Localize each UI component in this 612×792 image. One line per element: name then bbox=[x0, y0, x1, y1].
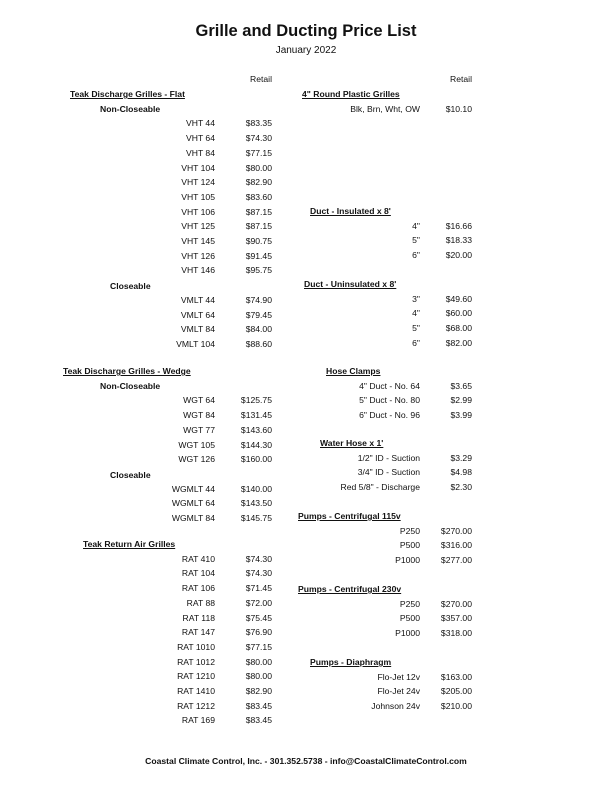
item-price: $82.90 bbox=[245, 177, 272, 188]
section-heading: Pumps - Centrifugal 230v bbox=[298, 584, 402, 594]
item-price: $83.45 bbox=[245, 700, 272, 711]
section-heading: Water Hose x 1' bbox=[320, 438, 384, 448]
item-name: VMLT 64 bbox=[180, 309, 215, 320]
item-name: 6" Duct - No. 96 bbox=[359, 410, 420, 421]
item-name: VHT 105 bbox=[181, 191, 215, 202]
item-name: 3" bbox=[412, 293, 420, 304]
section-heading: Pumps - Diaphragm bbox=[310, 657, 392, 667]
item-price: $125.75 bbox=[240, 395, 272, 406]
subsection-label: Closeable bbox=[110, 281, 151, 292]
item-price: $316.00 bbox=[440, 540, 472, 551]
item-name: WGMLT 44 bbox=[171, 483, 215, 494]
item-price: $3.65 bbox=[450, 380, 472, 391]
footer-contact: Coastal Climate Control, Inc. - 301.352.5738 - info@CoastalClimateControl.com bbox=[145, 756, 467, 766]
item-name: VHT 126 bbox=[181, 250, 215, 261]
item-name: VMLT 84 bbox=[180, 324, 215, 335]
item-price: $77.15 bbox=[245, 147, 272, 158]
item-name: Flo-Jet 12v bbox=[377, 671, 420, 682]
section-heading: Pumps - Centrifugal 115v bbox=[298, 511, 401, 521]
item-name: RAT 88 bbox=[186, 597, 215, 608]
item-price: $210.00 bbox=[440, 701, 472, 712]
item-name: VHT 44 bbox=[186, 118, 215, 129]
item-name: P500 bbox=[399, 540, 420, 551]
item-price: $76.90 bbox=[245, 627, 272, 638]
item-price: $270.00 bbox=[440, 525, 472, 536]
item-price: $80.00 bbox=[245, 656, 272, 667]
item-name: Johnson 24v bbox=[371, 701, 420, 712]
item-price: $77.15 bbox=[245, 641, 272, 652]
item-price: $20.00 bbox=[445, 250, 472, 261]
item-price: $88.60 bbox=[245, 338, 272, 349]
item-name: VHT 124 bbox=[181, 177, 215, 188]
item-price: $131.45 bbox=[240, 410, 272, 421]
item-name: VHT 84 bbox=[186, 147, 215, 158]
item-name: VHT 145 bbox=[181, 236, 215, 246]
subsection-label: Non-Closeable bbox=[100, 380, 161, 391]
item-name: RAT 1210 bbox=[177, 671, 215, 682]
item-name: VMLT 44 bbox=[180, 294, 215, 305]
item-name: RAT 1012 bbox=[177, 656, 215, 667]
item-name: RAT 1010 bbox=[177, 641, 215, 652]
item-name: WGMLT 64 bbox=[171, 498, 215, 509]
section-heading: 4" Round Plastic Grilles bbox=[302, 89, 400, 99]
item-name: Red 5/8" - Discharge bbox=[340, 482, 420, 493]
item-price: $87.15 bbox=[245, 221, 272, 232]
section-heading: Duct - Insulated x 8' bbox=[310, 206, 391, 216]
item-name: P1000 bbox=[395, 628, 420, 639]
item-price: $83.45 bbox=[245, 715, 272, 726]
item-price: $163.00 bbox=[440, 671, 472, 682]
item-price: $74.30 bbox=[245, 133, 272, 144]
item-name: 5" bbox=[412, 235, 420, 246]
item-price: $80.00 bbox=[245, 162, 272, 173]
item-name: 5" bbox=[412, 323, 420, 334]
item-name: VHT 64 bbox=[186, 133, 215, 144]
item-price: $87.15 bbox=[245, 206, 272, 217]
item-price: $2.99 bbox=[450, 395, 472, 406]
item-name: RAT 106 bbox=[181, 583, 215, 594]
item-name: WGT 77 bbox=[183, 424, 215, 435]
item-name: WGT 64 bbox=[183, 395, 215, 406]
item-price: $270.00 bbox=[440, 598, 472, 609]
item-name: 6" bbox=[412, 337, 420, 348]
item-name: WGMLT 84 bbox=[171, 513, 215, 523]
subsection-label: Non-Closeable bbox=[100, 103, 161, 114]
item-price: $143.50 bbox=[240, 498, 272, 509]
item-price: $140.00 bbox=[240, 483, 272, 494]
item-price: $74.30 bbox=[245, 568, 272, 579]
item-price: $74.30 bbox=[245, 553, 272, 564]
item-name: P250 bbox=[399, 598, 420, 609]
item-name: VHT 104 bbox=[181, 162, 215, 173]
item-name: Blk, Brn, Wht, OW bbox=[350, 103, 420, 114]
item-price: $74.90 bbox=[245, 294, 272, 305]
item-name: RAT 1410 bbox=[177, 686, 215, 696]
section-heading: Duct - Uninsulated x 8' bbox=[304, 279, 397, 289]
item-price: $68.00 bbox=[445, 323, 472, 334]
item-price: $83.35 bbox=[245, 118, 272, 129]
item-price: $144.30 bbox=[240, 439, 272, 450]
item-price: $84.00 bbox=[245, 324, 272, 335]
retail-header-right: Retail bbox=[450, 74, 472, 84]
item-name: WGT 126 bbox=[178, 454, 215, 465]
item-name: RAT 1212 bbox=[177, 700, 215, 711]
item-price: $71.45 bbox=[245, 583, 272, 594]
item-name: RAT 118 bbox=[182, 612, 215, 623]
item-price: $75.45 bbox=[245, 612, 272, 623]
section-heading: Teak Discharge Grilles - Flat bbox=[70, 89, 185, 99]
item-name: RAT 410 bbox=[181, 553, 215, 564]
item-price: $10.10 bbox=[445, 103, 472, 114]
retail-header-left: Retail bbox=[250, 74, 272, 84]
section-heading: Teak Discharge Grilles - Wedge bbox=[63, 366, 191, 376]
item-price: $18.33 bbox=[445, 235, 472, 246]
item-price: $16.66 bbox=[445, 220, 472, 231]
item-price: $83.60 bbox=[245, 191, 272, 202]
item-name: RAT 104 bbox=[181, 568, 215, 579]
subsection-label: Closeable bbox=[110, 469, 151, 480]
item-price: $277.00 bbox=[440, 555, 472, 566]
item-name: 6" bbox=[412, 250, 420, 261]
item-price: $91.45 bbox=[245, 250, 272, 261]
item-name: Flo-Jet 24v bbox=[377, 686, 420, 697]
item-price: $82.90 bbox=[245, 686, 272, 696]
item-price: $145.75 bbox=[240, 513, 272, 523]
item-price: $205.00 bbox=[440, 686, 472, 697]
item-name: P1000 bbox=[395, 555, 420, 566]
item-price: $4.98 bbox=[450, 467, 472, 478]
item-price: $3.29 bbox=[450, 452, 472, 463]
item-name: VMLT 104 bbox=[176, 338, 215, 349]
item-name: P250 bbox=[399, 525, 420, 536]
item-price: $318.00 bbox=[440, 628, 472, 639]
item-name: P500 bbox=[399, 613, 420, 624]
item-name: WGT 84 bbox=[183, 410, 215, 421]
item-price: $143.60 bbox=[240, 424, 272, 435]
item-price: $60.00 bbox=[445, 308, 472, 319]
section-heading: Teak Return Air Grilles bbox=[83, 539, 176, 549]
item-price: $357.00 bbox=[440, 613, 472, 624]
page-subtitle: January 2022 bbox=[275, 45, 337, 56]
item-name: 4" Duct - No. 64 bbox=[359, 380, 420, 391]
item-name: 5" Duct - No. 80 bbox=[359, 395, 420, 406]
item-name: RAT 147 bbox=[181, 627, 215, 638]
section-heading: Hose Clamps bbox=[326, 366, 381, 376]
item-name: VHT 146 bbox=[181, 265, 215, 276]
item-name: VHT 106 bbox=[181, 206, 215, 217]
item-name: 3/4" ID - Suction bbox=[357, 467, 420, 478]
page-title: Grille and Ducting Price List bbox=[195, 22, 417, 40]
item-price: $90.75 bbox=[245, 236, 272, 246]
item-price: $79.45 bbox=[245, 309, 272, 320]
item-name: 4" bbox=[412, 308, 420, 319]
item-price: $2.30 bbox=[450, 482, 472, 493]
item-name: VHT 125 bbox=[181, 221, 215, 232]
item-price: $3.99 bbox=[450, 410, 472, 421]
item-name: 4" bbox=[412, 220, 420, 231]
item-price: $82.00 bbox=[445, 337, 472, 348]
item-name: 1/2" ID - Suction bbox=[357, 452, 420, 463]
item-price: $95.75 bbox=[245, 265, 272, 276]
item-name: WGT 105 bbox=[178, 439, 215, 450]
item-price: $49.60 bbox=[445, 293, 472, 304]
item-price: $80.00 bbox=[245, 671, 272, 682]
item-price: $72.00 bbox=[245, 597, 272, 608]
item-price: $160.00 bbox=[240, 454, 272, 465]
item-name: RAT 169 bbox=[181, 715, 215, 726]
